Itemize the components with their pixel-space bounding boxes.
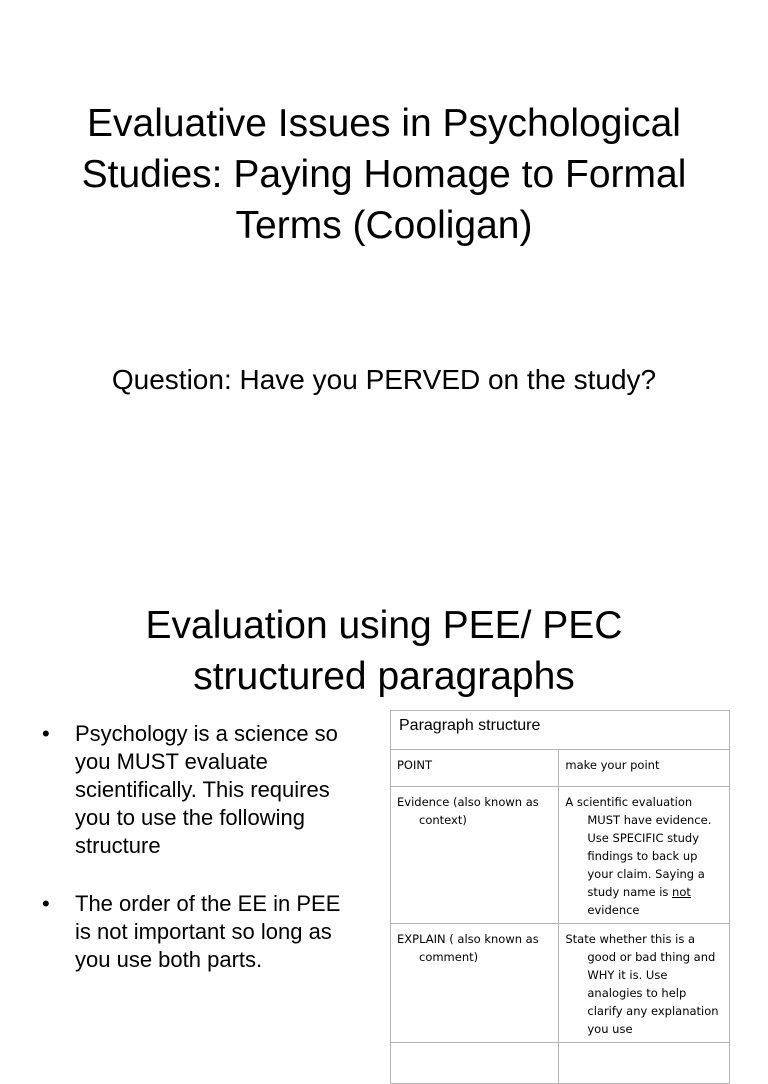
- bullet-item: [40, 890, 360, 974]
- row-text: State whether this is a good or bad thing and WHY it is. Use analogies to help clarify any explanation you use: [559, 924, 730, 1043]
- bullet-icon: •: [42, 891, 50, 916]
- underlined-word: not: [672, 885, 691, 899]
- row-label: Evidence (also known as context): [391, 787, 559, 924]
- bullet-list: [40, 720, 360, 1004]
- paragraph-structure-table: [390, 710, 730, 1084]
- table-row: [391, 787, 730, 924]
- row-label: EXPLAIN ( also known as comment): [391, 924, 559, 1043]
- row-text: [559, 1043, 730, 1084]
- table-row: [391, 750, 730, 787]
- question-text: Question: Have you PERVED on the study?: [111, 364, 657, 395]
- slide-title: Evaluation using PEE/ PEC structured paragraphs: [145, 604, 623, 698]
- row-label: [391, 1043, 559, 1084]
- slide-2: [0, 580, 768, 1036]
- bullet-item: [40, 720, 360, 860]
- row-label: POINT: [391, 750, 559, 787]
- table-row: [391, 924, 730, 1043]
- bullet-text: Psychology is a science so you MUST evaluate scientifically. This requires you to use the following structure: [75, 721, 338, 858]
- row-text: make your point: [559, 750, 730, 787]
- table-row: [391, 1043, 730, 1084]
- bullet-text: The order of the EE in PEE is not important so long as you use both parts.: [75, 891, 341, 972]
- bullet-icon: •: [42, 721, 50, 746]
- table-header: Paragraph structure: [391, 711, 730, 750]
- row-text: A scientific evaluation MUST have evidence. Use SPECIFIC study findings to back up your claim. Saying a study name is not evidence: [559, 787, 730, 924]
- slide-title: Evaluative Issues in Psychological Studies: Paying Homage to Formal Terms (Cooligan): [81, 102, 687, 247]
